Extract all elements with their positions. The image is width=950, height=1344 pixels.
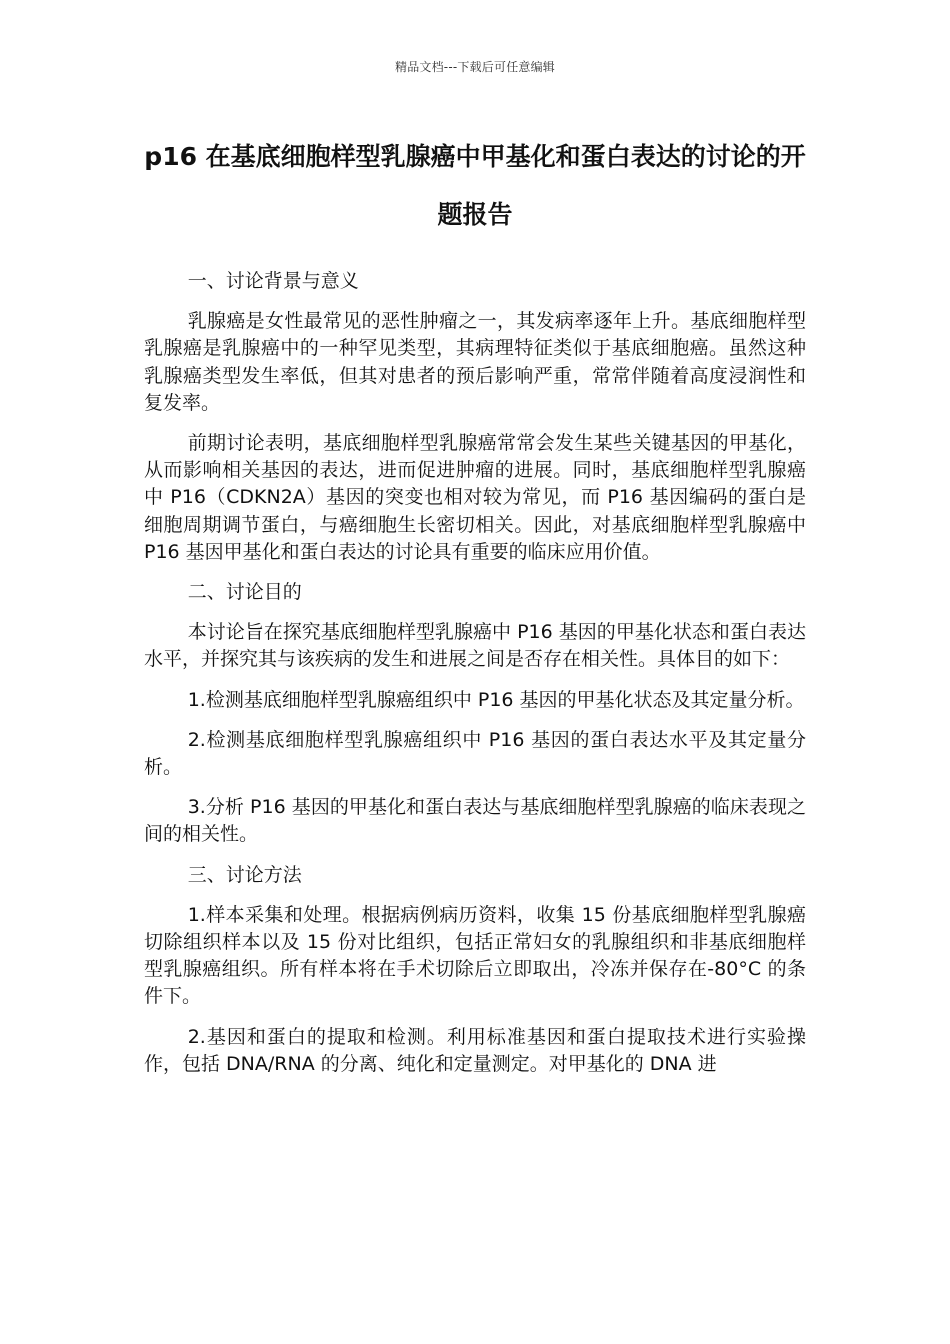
method-item-1: 1.样本采集和处理。根据病例病历资料，收集 15 份基底细胞样型乳腺癌切除组织样本以及 15 份对比组织，包括正常妇女的乳腺组织和非基底细胞样型乳腺癌组织。所有样本将在手术切除后立即取出，冷冻并保存在-80°C 的条件下。: [144, 903, 806, 1008]
objective-item-3: 3.分析 P16 基因的甲基化和蛋白表达与基底细胞样型乳腺癌的临床表现之间的相关性。: [144, 796, 806, 846]
document-body: [144, 268, 806, 1091]
section-heading-methods: 三、讨论方法: [187, 863, 302, 886]
objective-item-1: 1.检测基底细胞样型乳腺癌组织中 P16 基因的甲基化状态及其定量分析。: [187, 688, 805, 711]
document-title: p16 在基底细胞样型乳腺癌中甲基化和蛋白表达的讨论的开题报告: [144, 142, 806, 229]
paragraph-background-2: 前期讨论表明，基底细胞样型乳腺癌常常会发生某些关键基因的甲基化，从而影响相关基因的表达，进而促进肿瘤的进展。同时，基底细胞样型乳腺癌中 P16（CDKN2A）基因的突变也相对较为常见，而 P16 基因编码的蛋白是细胞周期调节蛋白，与癌细胞生长密切相关。因此，对基底细胞样型乳腺癌中 P16 基因甲基化和蛋白表达的讨论具有重要的临床应用价值。: [144, 432, 806, 563]
method-item-2: 2.基因和蛋白的提取和检测。利用标准基因和蛋白提取技术进行实验操作，包括 DNA/RNA 的分离、纯化和定量测定。对甲基化的 DNA 进: [144, 1025, 806, 1075]
header-note: 精品文档---下载后可任意编辑: [395, 60, 555, 74]
paragraph-objectives-intro: 本讨论旨在探究基底细胞样型乳腺癌中 P16 基因的甲基化状态和蛋白表达水平，并探究其与该疾病的发生和进展之间是否存在相关性。具体目的如下：: [144, 621, 806, 671]
section-heading-background: 一、讨论背景与意义: [187, 270, 359, 292]
paragraph-background-1: 乳腺癌是女性最常见的恶性肿瘤之一，其发病率逐年上升。基底细胞样型乳腺癌是乳腺癌中的一种罕见类型，其病理特征类似于基底细胞癌。虽然这种乳腺癌类型发生率低，但其对患者的预后影响严重，常常伴随着高度浸润性和复发率。: [144, 310, 806, 414]
section-heading-objectives: 二、讨论目的: [187, 581, 302, 604]
objective-item-2: 2.检测基底细胞样型乳腺癌组织中 P16 基因的蛋白表达水平及其定量分析。: [144, 728, 806, 779]
